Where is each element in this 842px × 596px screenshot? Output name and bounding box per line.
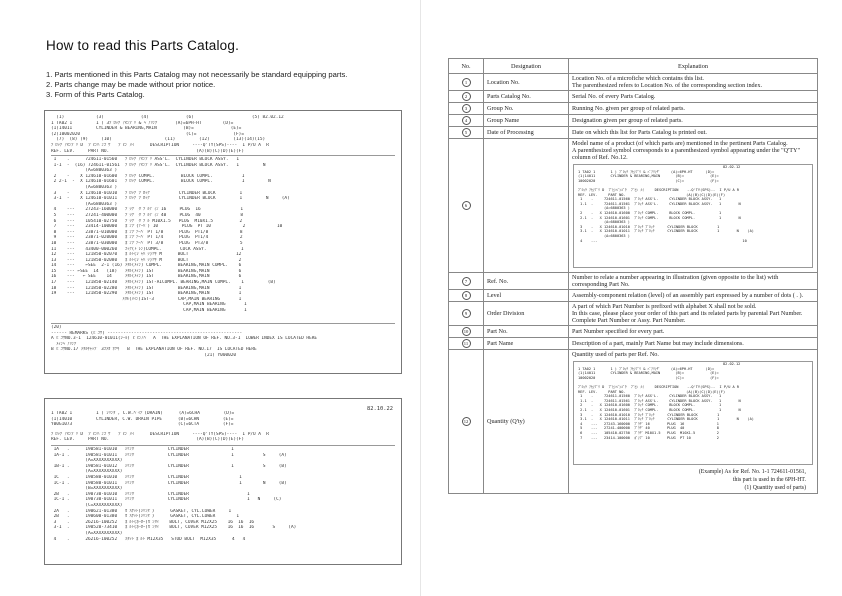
thumbnail-line: 3-1 - X 124610-01011 ﾌﾞﾛｯｸ ﾌﾞﾛｯｸ CYLINDER BLOCK 1 N (A) [578,417,754,422]
table-row: 3 - X 124610-01010 ﾌﾞﾛｯｸ ﾌﾞﾛｯｸ CYLINDER BLOCK 1 [51,190,243,196]
thumbnail-line: (A=6800363 ) [578,233,630,238]
header-line: (1)14010 CYLINDER, C.W. DRAIN PIPE (B)=6CHN (E)= [51,416,234,422]
row-number-cell [449,302,484,326]
table-row: 1C-1 . 190730-01011 ｼﾘﾝﾀﾞ CYLINDER 1 N (C) [51,497,282,503]
table-row: CAP,MAIN BEARING 1 [51,302,247,308]
explanation-cell [569,326,818,338]
row-number: 6 [462,201,471,210]
intro-item: 3. Form of this Parts Catalog. [46,90,145,99]
explanation-cell [569,103,818,115]
table-row: 1 . 724611-01560 ﾌﾞﾛｯｸ ｱｾﾝﾌﾞﾘ ASS'L. CYLINDER BLOCK ASSY. 1 [51,157,240,162]
explanation-text: Model name of a product (of which parts are) mentioned in the pertinent Parts Catalog. [572,140,788,147]
divider [51,155,395,156]
sample-sheet-thumbnail [573,164,813,268]
example-caption: (Example) As for Ref. No. 1-1 724611-01561, [698,469,806,475]
explanation-text: Location No. of a microfiche which contains this list. [572,75,704,82]
table-row: 11 --- 43400-000260 ｺｯｸ(ﾄﾞﾚﾝ)COMPL. COCK ASSY. 1 [51,246,244,252]
thumbnail-line: (A=6800363 ) [578,220,630,225]
table-row: (A=XXXXXXXXXX) [51,458,123,464]
thumbnail-line: 82.02.12 [578,165,741,169]
header-line: ﾌﾞﾛｯｸ ｱｾﾝﾌﾞﾘ D ﾌﾞﾋﾝﾊﾞﾝｺﾞｳ ﾌﾞﾋﾝ ﾒｲ DESCRIPTION ----Q'TY(SPS)---- I P/U A R [51,431,269,437]
explanation-text: Serial No. of every Parts Catalog. [572,93,656,100]
table-row [449,127,818,139]
print-date: 82.10.22 [367,406,393,412]
parts-list [51,157,395,314]
thumbnail-line: 1-1 - 724611-01561 ﾌﾞﾛｯｸ ASS'L. CYLINDER BLOCK ASSY. 1 N [578,398,741,403]
intro-list [46,70,406,100]
column-header: No. [449,59,484,74]
table-row: 4 --- 27243-160000 ﾌﾟﾗｸﾞ ﾀﾞﾌﾞﾙﾃﾞｨﾝ 16 PLUG 16 1 [51,207,243,213]
row-number-cell [449,139,484,273]
explanation-text: Designation given per group of related parts. [572,117,683,124]
left-page [0,0,420,596]
table-row: 3 . 26216-100252 ﾎﾞﾙﾄ(ﾎｰﾛｰ)ｶﾞﾝﾀｲ BOLT, COVER M12X25 16 16 16 [51,519,255,525]
thumbnail-line: 1 . 724611-01560 ﾌﾞﾛｯｸ ASS'L. CYLINDER BLOCK ASSY. 1 [578,197,722,202]
table-row: (A=6800363 ) [51,168,118,174]
explanation-cell [569,350,818,494]
table-row: 12 --- 121850-02070 ﾎﾞﾙﾄ(ｼﾞｬﾊﾞﾗ)ﾂｷ M BOLT 12 [51,252,242,258]
header-line: REF. LEV. PART NO. (A)(B)(C)(D)(E)(F) [51,437,244,443]
designation-cell: Quantity (Q'ty) [484,350,569,494]
table-header-row [449,59,818,74]
thumbnail-line: (1)14011 CYLINDER & BEARING,MAIN (B)= (E)= [578,174,719,179]
table-row: 3-1 . 190520-73410 ﾎﾞﾙﾄ(ﾎｰﾛｰ)ｶﾞﾝﾀｲ BOLT, COVER M12X25 16 16 16 S (A) [51,525,297,531]
table-row [449,103,818,115]
table-row [449,290,818,302]
table-row [449,326,818,338]
table-row: 13 --- 121850-02080 ﾎﾞﾙﾄ(ｼﾞｬﾊﾞﾗ)ﾂｷ M BOLT 2 [51,257,242,263]
row-number-cell [449,273,484,290]
header-line: (7) (8) (9) (10) (11) (12) (13)(14)(15) [51,137,266,143]
explanation-text: A part of which Part Number is prefixed with alphabet X shall not be sold. [572,303,757,310]
table-row: (C=XXXXXXXXXX) [51,502,123,508]
remarks-line: ﾒｲﾝﾍﾞｱﾘﾝｸﾞ [51,341,79,347]
thumbnail-line: 2 - X 124610-01600 ﾌﾞﾛｯｸ COMPL. BLOCK COMPL. 1 [578,403,722,408]
header-line: (2)10002020 (C)= (F)= [51,131,244,137]
explanation-text: Part Number specified for every part. [572,328,665,335]
intro-item: 1. Parts mentioned in this Parts Catalog may not necessarily be standard equipping parts. [46,70,348,79]
row-number-cell [449,338,484,350]
header-line: Y00G1073 (C)=6CTA (F)= [51,422,234,428]
column-header: Explanation [569,59,818,74]
remarks-block [51,325,395,359]
table-row: 15 --- ←SEE 14 (18) ﾒﾀﾙ(ﾒｲﾝ) 1ST BEARING,MAIN 6 [51,268,242,274]
table-row [449,115,818,127]
designation-cell: Parts Catalog No. [484,91,569,103]
designation-cell: Ref. No. [484,273,569,290]
example-caption: this part is used in the 6PH-HT. [732,477,806,483]
thumbnail-line: 3 - X 124610-01010 ﾌﾞﾛｯｸ ﾌﾞﾛｯｸ CYLINDER BLOCK 1 [578,412,720,417]
sheet-header [51,411,395,443]
table-row: (A=6800363 ) [51,184,118,190]
explanation-text: In this case, please place your order of this part and its related parts by parental Part Number. [572,310,803,317]
row-number-cell [449,103,484,115]
explanation-text: Date on which this list for Parts Catalog is printed out. [572,129,707,136]
row-number-cell [449,350,484,494]
header-line: REF. LEV. PART NO. (A)(B)(C)(D)(E)(F) [51,148,244,154]
table-row: 9 --- 23871-020000 ﾎﾟﾝﾌﾟﾃｰﾊﾟ PT 1/4 PLUG PT1/4 2 [51,235,243,241]
sample-sheet-thumbnail [573,361,813,465]
table-row [449,139,818,273]
table-row [449,91,818,103]
explanation-cell [569,91,818,103]
table-row: (A=6800363 ) [51,201,118,207]
thumbnail-line: 2 - X 124610-01600 ﾌﾞﾛｯｸ COMPL. BLOCK COMPL. 1 [578,210,722,215]
thumbnail-line: 1 . 724611-01560 ﾌﾞﾛｯｸ ASS'L. CYLINDER BLOCK ASSY. 1 [578,394,722,399]
designation-cell: Part No. [484,326,569,338]
row-number: 2 [462,92,471,101]
explanation-cell [569,302,818,326]
table-row: 1A . 190581-01010 ｼﾘﾝﾀﾞ CYLINDER 1 [51,447,234,452]
row-number-cell [449,326,484,338]
remarks-line: (21) Y000020 [51,352,237,358]
explanation-cell [569,74,818,91]
thumbnail-line: 10002020 (C)= (F)= [578,178,719,183]
table-row: 6 --- 105410-02750 ﾌﾟﾗｸﾞ ﾀﾞﾌﾞﾙ M10X1.5 PLUG M10X1.5 2 [51,218,243,224]
row-number-cell [449,74,484,91]
table-row: 1-1 - (16) 724611-01561 ﾌﾞﾛｯｸ ｱｾﾝﾌﾞﾘ ASS'L. CYLINDER BLOCK ASSY. 1 N [51,162,266,168]
table-row: (A=XXXXXXXXXX) [51,469,123,475]
row-number: 8 [462,291,471,300]
row-number: 11 [462,339,471,348]
table-row [449,338,818,350]
row-number-cell [449,127,484,139]
thumbnail-line: 1 TA02 1 1 ) ﾌﾞﾛｯｸ ｱｾﾝﾌﾞﾘ & ﾍﾞｱﾘﾝｸﾞ (A)=6PH-HT (D)= [578,169,715,174]
divider [51,445,395,446]
table-row: 19 --- 121850-02290 ﾒﾀﾙ(ﾒｲﾝ) 1ST BEARING,MAIN 1 [51,291,242,297]
explanation-text: Description of a part, mainly Part Name but may include dimensions. [572,340,744,347]
thumbnail-line: ﾌﾞﾛｯｸ ｱｾﾝﾌﾞﾘ D ﾌﾞﾋﾝﾊﾞﾝｺﾞｳ ﾌﾞﾋﾝ ﾒｲ DESCRIPTION --Q'TY(SPS)-- I P/U A R [578,384,740,389]
header-line: (1)14011 CYLINDER & BEARING,MAIN (B)= (E)= [51,126,242,132]
header-line: 1 TA02 1 1 ) ｼﾘﾝﾀﾞ, C.W.ﾊﾟｲﾌﾟ(DRAIN) (A)=6CHA (D)= [51,411,235,416]
explanation-text: The parenthesized refers to Location No. of the corresponding section index. [572,82,763,89]
thumbnail-line: 4 --- 27243-160000 ﾌﾟﾗｸﾞ 16 PLUG 16 1 [578,421,719,426]
remarks-line: (20) [51,325,62,330]
table-row: 18 --- 121850-02280 ﾒﾀﾙ(ﾒｲﾝ) 1ST BEARING,MAIN 1 [51,285,242,291]
thumbnail-line: 1 TA02 1 1 ) ﾌﾞﾛｯｸ ｱｾﾝﾌﾞﾘ & ﾍﾞｱﾘﾝｸﾞ (A)=6PH-HT (D)= [578,366,715,371]
explanation-cell [569,290,818,302]
thumbnail-line: 2-1 - X 124610-01601 ﾌﾞﾛｯｸ COMPL. BLOCK COMPL. 1 N [578,407,741,412]
page-title: How to read this Parts Catalog. [46,38,240,53]
thumbnail-line: 5 --- 27241-400000 ﾌﾟﾗｸﾞ 40 PLUG 40 8 [578,426,719,431]
row-number: 12 [462,417,471,426]
row-number-cell [449,115,484,127]
sheet-header [51,115,395,154]
explanation-cell [569,139,818,273]
thumbnail-line: REF. LEV. PART NO. (A)(B)(C)(D)(E)(F) [578,389,726,394]
row-number: 7 [462,277,471,286]
thumbnail-line: 3 - X 124610-01010 ﾌﾞﾛｯｸ ﾌﾞﾛｯｸ CYLINDER BLOCK 1 [578,224,720,229]
table-row [449,74,818,91]
row-number-cell [449,290,484,302]
explanation-cell [569,338,818,350]
table-row: 16 --- ← SEE 14 ﾒﾀﾙ(ﾒｲﾝ) 1ST BEARING,MAIN 6 [51,274,242,280]
row-number: 3 [462,104,471,113]
thumbnail-line: ﾌﾞﾛｯｸ ｱｾﾝﾌﾞﾘ D ﾌﾞﾋﾝﾊﾞﾝｺﾞｳ ﾌﾞﾋﾝ ﾒｲ DESCRIPTION --Q'TY(SPS)-- I P/U A R [578,187,740,192]
thumbnail-line: 2-1 - X 124610-01601 ﾌﾞﾛｯｸ COMPL. BLOCK COMPL. 1 N [578,215,741,220]
thumbnail-line: 7 --- 23414-100000 ﾎﾟﾝﾌﾟ 10 PLUG PT 10 2 [578,435,719,440]
table-row: ﾒﾀﾙ(ﾒｲﾝ)1ST-3 CAP,MAIN BEARING 1 [51,296,242,302]
explanation-text: Complete Part Number or Assy. Part Number. [572,317,686,324]
explanation-table [448,58,818,494]
explanation-text: Assembly-component relation (level) of an assembly part expressed by a number of dots ( . ). [572,292,804,299]
table-row: 2A . 190621-01380 ｶﾞｽｹｯﾄ(ｼﾘﾝﾀﾞ) GASKET, CYL.LOWER 1 [51,508,232,514]
row-number: 9 [462,309,471,318]
row-number-cell [449,91,484,103]
remarks-line: B ﾋﾞｺｳNO.17 ﾒﾀﾙｷｬｯﾌﾟ 3ｺﾒｶﾞﾈﾂｷ B THE EXPLANATION OF REF. NO.17 IS LOCATED HERE [51,347,257,353]
table-row: 1B-1 . 190581-01012 ｼﾘﾝﾀﾞ CYLINDER 1 S (B) [51,463,287,469]
explanation-cell [569,273,818,290]
explanation-text: Running No. given per group of related parts. [572,105,685,112]
table-row: 1C-1 . 190580-01011 ｼﾘﾝﾀﾞ CYLINDER 1 N (B) [51,480,287,486]
explanation-text: A parenthesized symbol corresponds to a parenthesized symbol appearing under the "Q'TY" column of Ref. No.12. [572,147,800,161]
table-row [449,302,818,326]
thumbnail-line: 10002020 (C)= (F)= [578,375,719,380]
designation-cell: Level [484,290,569,302]
table-row: 4 . 26216-100252 ｽﾀｯﾄﾞﾎﾞﾙﾄ M12X35 STUD BOLT M12X35 4 4 [51,536,246,542]
thumbnail-line: 82.02.12 [578,362,741,366]
explanation-text: Quantity used of parts per Ref. No. [572,351,659,358]
header-line: (1) (3) (4) (6) (5) 82.02.12 [51,115,284,120]
example-caption: (1) Quantity used of parts) [744,485,806,491]
table-row: 8 --- 23871-010000 ﾎﾟﾝﾌﾟﾃｰﾊﾟ PT 1/8 PLUG PT1/8 8 [51,229,243,235]
thumbnail-line: 4 --- 10 [578,238,747,243]
table-row [449,350,818,494]
sample-sheet-main [44,110,402,374]
thumbnail-line: 3-1 - X 124610-01011 ﾌﾞﾛｯｸ ﾌﾞﾛｯｸ CYLINDER BLOCK 1 N (A) [578,229,754,234]
thumbnail-line: (A=6800363 ) [578,206,630,211]
table-row: 2B . 190730-01010 ｼﾘﾝﾀﾞ CYLINDER 1 [51,491,250,497]
table-row: 1C . 190580-01010 ｼﾘﾝﾀﾞ CYLINDER 1 [51,474,242,480]
table-row: 5 --- 27241-400000 ﾌﾟﾗｸﾞ ﾀﾞﾌﾞﾙﾃﾞｨﾝ 40 PLUG 40 8 [51,212,243,218]
table-row: (A=XXXXXXXXXX) [51,530,123,536]
row-number: 10 [462,327,471,336]
designation-cell [484,139,569,273]
explanation-cell [569,127,818,139]
table-row: 1A-1 . 190581-01011 ｼﾘﾝﾀﾞ CYLINDER 1 S (A) [51,452,287,458]
row-number: 1 [462,78,471,87]
thumbnail-line: 6 --- 105410-02750 ﾌﾟﾗｸﾞ M10X1.5 PLUG M10X1.5 2 [578,430,719,435]
designation-cell: Part Name [484,338,569,350]
thumbnail-line: (1)14011 CYLINDER & BEARING,MAIN (B)= (E)= [578,371,719,376]
column-header: Designation [484,59,569,74]
explanation-text: Number to relate a number appearing in illustration (given opposite to the list) with corresponding Part No. [572,274,779,288]
intro-item: 2. Parts change may be made without prior notice. [46,80,216,89]
table-row [449,273,818,290]
thumbnail-line: REF. LEV. PART NO. (A)(B)(C)(D)(E)(F) [578,192,726,197]
designation-cell: Location No. [484,74,569,91]
divider [51,323,395,324]
header-line: ﾌﾞﾛｯｸ ｱｾﾝﾌﾞﾘ D ﾌﾞﾋﾝﾊﾞﾝｺﾞｳ ﾌﾞﾋﾝ ﾒｲ DESCRIPTION ----Q'TY(SPS)---- I P/U A R [51,142,269,148]
table-row: 2 - X 124610-01600 ﾌﾞﾛｯｸ COMPL. BLOCK COMPL. 1 [51,173,245,179]
row-number: 5 [462,128,471,137]
table-row: 3-1 - X 124610-01011 ﾌﾞﾛｯｸ ﾌﾞﾛｯｸ CYLINDER BLOCK 1 N (A) [51,196,290,202]
designation-cell: Group Name [484,115,569,127]
table-row: (B=XXXXXXXXXX) [51,486,123,492]
sample-sheet-second [44,398,402,565]
thumbnail-line: 1-1 - 724611-01561 ﾌﾞﾛｯｸ ASS'L. CYLINDER BLOCK ASSY. 1 N [578,201,741,206]
remarks-line: A ﾋﾞｺｳNO.3-1 124610-01011(ｼｰﾙ) ﾋﾞﾋﾝﾉﾊﾞ A THE EXPLANATION OF REF. NO.3-1 LOWER INDEX IS LOCATED HERE [51,336,317,342]
designation-cell: Order Division [484,302,569,326]
table-row: 17 --- 121850-02140 ﾒﾀﾙ(ﾒｲﾝ) 1ST-AICOMPL. BEARING,MAIN COMPL. 1 (B) [51,280,276,286]
designation-cell: Group No. [484,103,569,115]
table-row: 14 --- ←SEE 2-1 (16) ﾒﾀﾙ(ﾒｲﾝ) COMPL. BEARING,MAIN COMPL. 6 [51,263,242,269]
table-row: CAP,MAIN BEARING 1 [51,308,247,314]
table-row: 2 2-1 - X 124610-01601 ﾌﾞﾛｯｸ COMPL. BLOCK COMPL. 1 N [51,179,271,185]
header-line: 1 TA02 1 1 ) 3ﾌﾞﾛｯｸ ｱｾﾝﾌﾞﾘ & ﾍﾞｱﾘﾝｸﾞ (A)=6PH-HT (D)= [51,120,234,126]
table-row: 10 --- 23871-030000 ﾎﾟﾝﾌﾟﾃｰﾊﾟ PT 3/8 PLUG PT3/8 5 [51,240,243,246]
remarks-line: ------ REMARKS (ﾋﾞｺｳ) --------------------------------------------------- [51,330,243,336]
explanation-cell [569,115,818,127]
designation-cell: Date of Processing [484,127,569,139]
parts-list [51,447,395,542]
row-number: 4 [462,116,471,125]
table-row: 2B . 190600-01380 ｶﾞｽｹｯﾄ(ｼﾘﾝﾀﾞ) GASKET, CYL.LOWER 1 [51,514,240,520]
table-row: 7 --- 23414-100000 ﾎﾟﾝﾌﾟ(ﾃｰﾊﾟ) 10 PLUG PT 10 2 10 [51,224,283,230]
